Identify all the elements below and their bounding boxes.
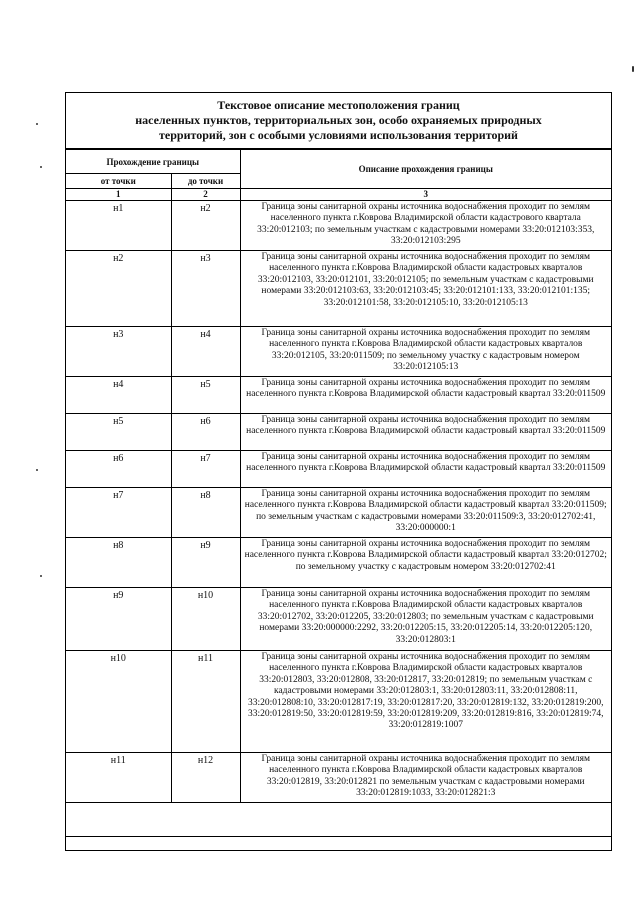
header-group-label: Прохождение границы <box>66 150 240 174</box>
scan-speck <box>36 123 38 125</box>
description-cell: Граница зоны санитарной охраны источника водоснабжения проходит по землям населенного пункта г.Коврова Владимирской области кадастровый квартал 33:20:011509 <box>240 414 611 451</box>
from-point-cell: н5 <box>66 414 171 451</box>
title-line: населенных пунктов, территориальных зон, особо охраняемых природных <box>135 113 542 127</box>
header-from-point: от точки <box>66 174 171 189</box>
table-row <box>66 651 611 753</box>
to-point-cell: н7 <box>171 451 240 488</box>
table-row <box>66 538 611 588</box>
to-point-cell: н10 <box>171 588 240 651</box>
from-point-cell: н4 <box>66 377 171 414</box>
from-point-cell: н1 <box>66 201 171 251</box>
description-cell: Граница зоны санитарной охраны источника водоснабжения проходит по землям населенного пункта г.Коврова Владимирской области кадастрового квартала 33:20:012103; по земельным участкам с кадастровыми номерами 33:20:012103:353, 33:20:012103:295 <box>240 201 611 251</box>
title-line: Текстовое описание местоположения границ <box>217 98 460 112</box>
to-point-cell: н11 <box>171 651 240 753</box>
table-row <box>66 414 611 451</box>
title-line: территорий, зон с особыми условиями использования территорий <box>159 128 518 142</box>
table-row <box>66 251 611 327</box>
header-description: Описание прохождения границы <box>240 150 611 189</box>
to-point-cell: н6 <box>171 414 240 451</box>
table-row <box>66 488 611 538</box>
scan-speck <box>632 66 634 72</box>
column-number: 3 <box>240 189 611 201</box>
scan-speck <box>36 469 38 471</box>
from-point-cell: н3 <box>66 327 171 377</box>
description-cell: Граница зоны санитарной охраны источника водоснабжения проходит по землям населенного пункта г.Коврова Владимирской области кадастровый квартал 33:20:012702; по земельному участку с кадастровым номером 33:20:012702:41 <box>240 538 611 588</box>
table-row <box>66 451 611 488</box>
scan-speck <box>40 166 42 168</box>
from-point-cell: н8 <box>66 538 171 588</box>
to-point-cell: н9 <box>171 538 240 588</box>
scan-speck <box>40 575 42 577</box>
to-point-cell: н8 <box>171 488 240 538</box>
table-row <box>66 201 611 251</box>
table-row <box>66 327 611 377</box>
from-point-cell: н6 <box>66 451 171 488</box>
document-frame <box>65 92 612 851</box>
empty-cell <box>66 803 611 837</box>
table-row <box>66 377 611 414</box>
column-number: 1 <box>66 189 171 201</box>
from-point-cell: н7 <box>66 488 171 538</box>
header-to-point: до точки <box>171 174 240 189</box>
to-point-cell: н2 <box>171 201 240 251</box>
to-point-cell: н5 <box>171 377 240 414</box>
from-point-cell: н9 <box>66 588 171 651</box>
empty-row <box>66 803 611 837</box>
description-cell: Граница зоны санитарной охраны источника водоснабжения проходит по землям населенного пункта г.Коврова Владимирской области кадастровых кварталов 33:20:012103, 33:20:012101, 33:20:012105; по земельным участкам с кадастровыми номерами 33:20:012103:63, 33:20:012103:45; 33:20:012101:133, 33:20:012101:135; 33:20:012101:58, 33:20:012105:10, 33:20:012105:13 <box>240 251 611 327</box>
description-cell: Граница зоны санитарной охраны источника водоснабжения проходит по землям населенного пункта г.Коврова Владимирской области кадастровый квартал 33:20:011509 <box>240 451 611 488</box>
description-cell: Граница зоны санитарной охраны источника водоснабжения проходит по землям населенного пункта г.Коврова Владимирской области кадастровых кварталов 33:20:012702, 33:20:012205, 33:20:012803; по земельным участкам с кадастровыми номерами 33:20:000000:2292, 33:20:012205:15, 33:20:012205:14, 33:20:012205:120, 33:20:012803:1 <box>240 588 611 651</box>
from-point-cell: н10 <box>66 651 171 753</box>
description-cell: Граница зоны санитарной охраны источника водоснабжения проходит по землям населенного пункта г.Коврова Владимирской области кадастровый квартал 33:20:011509; по земельным участкам с кадастровыми номерами 33:20:011509:3, 33:20:012702:41, 33:20:000000:1 <box>240 488 611 538</box>
to-point-cell: н12 <box>171 753 240 803</box>
table-row <box>66 753 611 803</box>
column-number: 2 <box>171 189 240 201</box>
description-cell: Граница зоны санитарной охраны источника водоснабжения проходит по землям населенного пункта г.Коврова Владимирской области кадастровый квартал 33:20:011509 <box>240 377 611 414</box>
to-point-cell: н3 <box>171 251 240 327</box>
description-cell: Граница зоны санитарной охраны источника водоснабжения проходит по землям населенного пункта г.Коврова Владимирской области кадастровых кварталов 33:20:012803, 33:20:012808, 33:20:012817, 33:20:012819; по земельным участкам с кадастровыми номерами 33:20:012803:1, 33:20:012803:11, 33:20:012808:11, 33:20:012808:10, 33:20:012817:19, 33:20:012817:20, 33:20:012819:132, 33:20:012819:200, 33:20:012819:50, 33:20:012819:59, 33:20:012819:209, 33:20:012819:816, 33:20:012819:74, 33:20:012819:1007 <box>240 651 611 753</box>
to-point-cell: н4 <box>171 327 240 377</box>
description-cell: Граница зоны санитарной охраны источника водоснабжения проходит по землям населенного пункта г.Коврова Владимирской области кадастровых кварталов 33:20:012105, 33:20:011509; по земельному участку с кадастровым номером 33:20:012105:13 <box>240 327 611 377</box>
boundary-table <box>66 149 611 837</box>
from-point-cell: н2 <box>66 251 171 327</box>
document-title <box>66 93 611 149</box>
description-cell: Граница зоны санитарной охраны источника водоснабжения проходит по землям населенного пункта г.Коврова Владимирской области кадастровых кварталов 33:20:012819, 33:20:012821 по земельным участкам с кадастровыми номерами 33:20:012819:1033, 33:20:012821:3 <box>240 753 611 803</box>
from-point-cell: н11 <box>66 753 171 803</box>
table-row <box>66 588 611 651</box>
